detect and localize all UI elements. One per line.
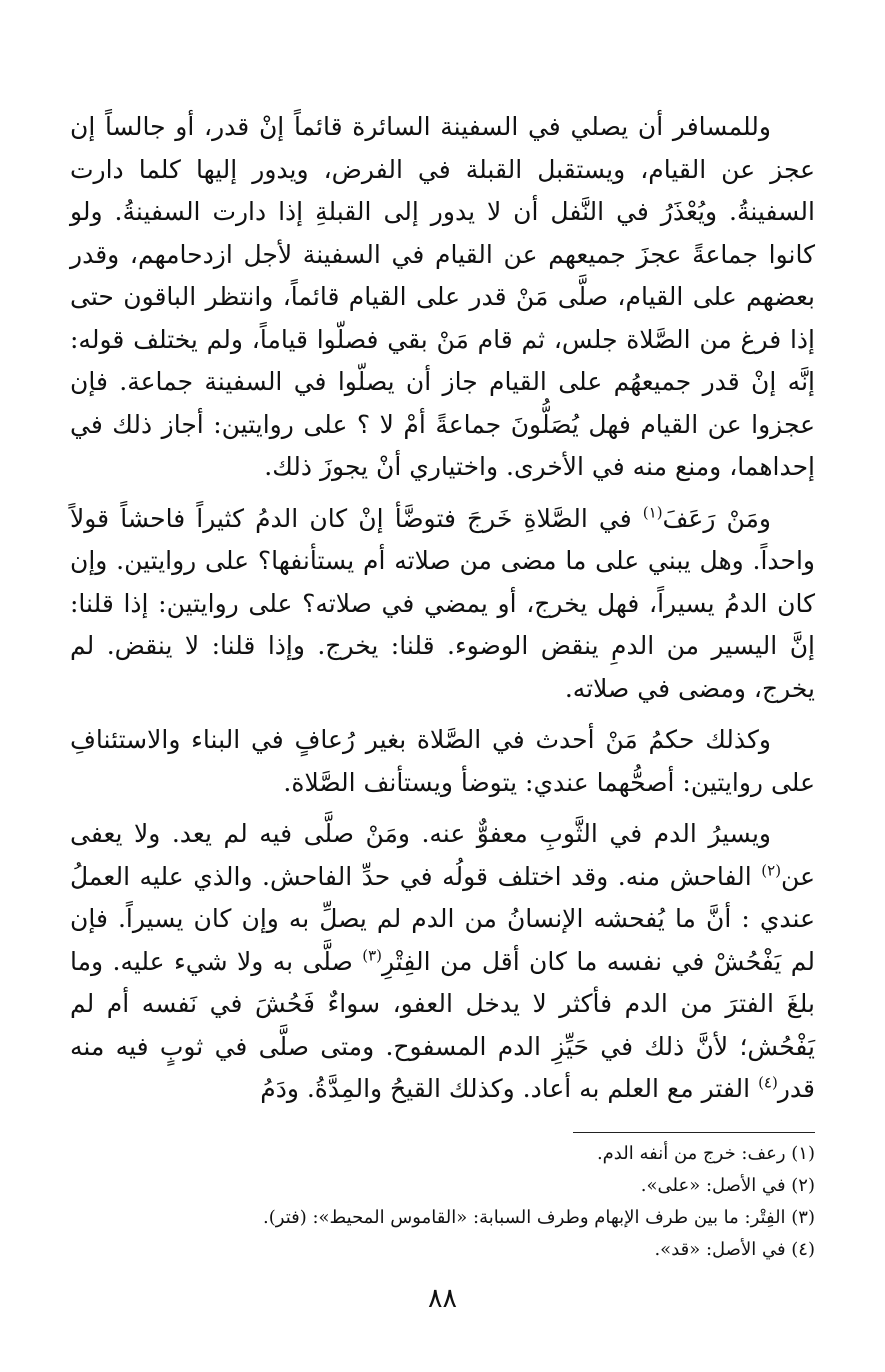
footnote-ref-3: (٣): [362, 946, 383, 965]
paragraph-4-part-a: ويسيرُ الدم في الثَّوبِ معفوٌّ عنه. ومَنْ صلَّى فيه لم يعد. ولا يعفى عن: [70, 819, 815, 891]
footnote-ref-1: (١): [642, 503, 663, 522]
paragraph-4-part-d: الفتر مع العلم به أعاد. وكذلك القيحُ والمِدَّةُ. ودَمُ: [260, 1074, 759, 1103]
paragraph-4-part-b: الفاحش منه. وقد اختلف قولُه في حدِّ الفاحش. والذي عليه العملُ عندي : أنَّ ما يُفحشه الإنسانُ من الدم لم يصلِّ به وإن كان يسيراً. فإن لم يَفْحُشْ في نفسه ما كان أقل من الفِتْرِ: [70, 861, 815, 976]
paragraph-1: وللمسافر أن يصلي في السفينة السائرة قائماً إنْ قدر، أو جالساً إن عجز عن القيام، ويستقبل القبلة في الفرض، ويدور إليها كلما دارت السفينةُ. ويُعْذَرُ في النَّفل أن لا يدور إلى القبلةِ إذا دارت السفينةُ. ولو كانوا جماعةً عجزَ جميعهم عن القيام في السفينة لأجل ازدحامهم، وقدر بعضهم على القيام، صلَّى مَنْ قدر على القيام قائماً، وانتظر الباقون حتى إذا فرغ من الصَّلاة جلس، ثم قام مَنْ بقي فصلّوا قياماً، ولم يختلف قوله: إنَّه إنْ قدر جميعهُم على القيام جاز أن يصلّوا في السفينة جماعة. فإن عجزوا عن القيام فهل يُصَلُّونَ جماعةً أمْ لا ؟ على روايتين: أجاز ذلك في إحداهما، ومنع منه في الأخرى. واختياري أنْ يجوزَ ذلك.: [70, 112, 815, 481]
footnote-3: (٣) الفِتْر: ما بين طرف الإبهام وطرف السبابة: «القاموس المحيط»: (فتر).: [263, 1207, 815, 1228]
page-number: ٨٨: [427, 1283, 457, 1314]
footnote-2: (٢) في الأصل: «على».: [640, 1175, 815, 1196]
footnote-separator: [573, 1132, 815, 1133]
footnote-ref-4: (٤): [758, 1073, 778, 1092]
paragraph-3: وكذلك حكمُ مَنْ أحدث في الصَّلاة بغير رُعافٍ في البناء والاستئنافِ على روايتين: أصحُّهما عندي: يتوضأ ويستأنف الصَّلاة.: [70, 725, 815, 797]
paragraph-2-start: ومَنْ رَعَفَ: [662, 503, 772, 533]
paragraph-4-part-c: صلَّى به ولا شيء عليه. وما بلغَ الفترَ من الدم فأكثر لا يدخل العفو، سواءٌ فَحُشَ في نَفسه أم لم يَفْحُش؛ لأنَّ ذلك في حَيِّزِ الدم المسفوح. ومتى صلَّى في ثوبٍ فيه منه قدر: [70, 946, 815, 1103]
footnotes: [70, 1138, 815, 1266]
footnote-1: (١) رعف: خرج من أنفه الدم.: [596, 1143, 815, 1164]
paragraph-2: [70, 498, 815, 711]
paragraph-4: [70, 813, 815, 1111]
footnote-ref-2: (٢): [761, 861, 782, 880]
footnote-4: (٤) في الأصل: «قد».: [654, 1239, 815, 1260]
main-text: [70, 106, 815, 1111]
paragraph-2-rest: في الصَّلاةِ خَرجَ فتوضَّأ إنْ كان الدمُ كثيراً فاحشاً قولاً واحداً. وهل يبني على ما مضى من صلاته أم يستأنفها؟ على روايتين. وإن كان الدمُ يسيراً، فهل يخرج، أو يمضي في صلاته؟ على روايتين: إذا قلنا: إنَّ اليسير من الدمِ ينقض الوضوء. قلنا: يخرج. وإذا قلنا: لا ينقض. لم يخرج، ومضى في صلاته.: [70, 503, 815, 703]
